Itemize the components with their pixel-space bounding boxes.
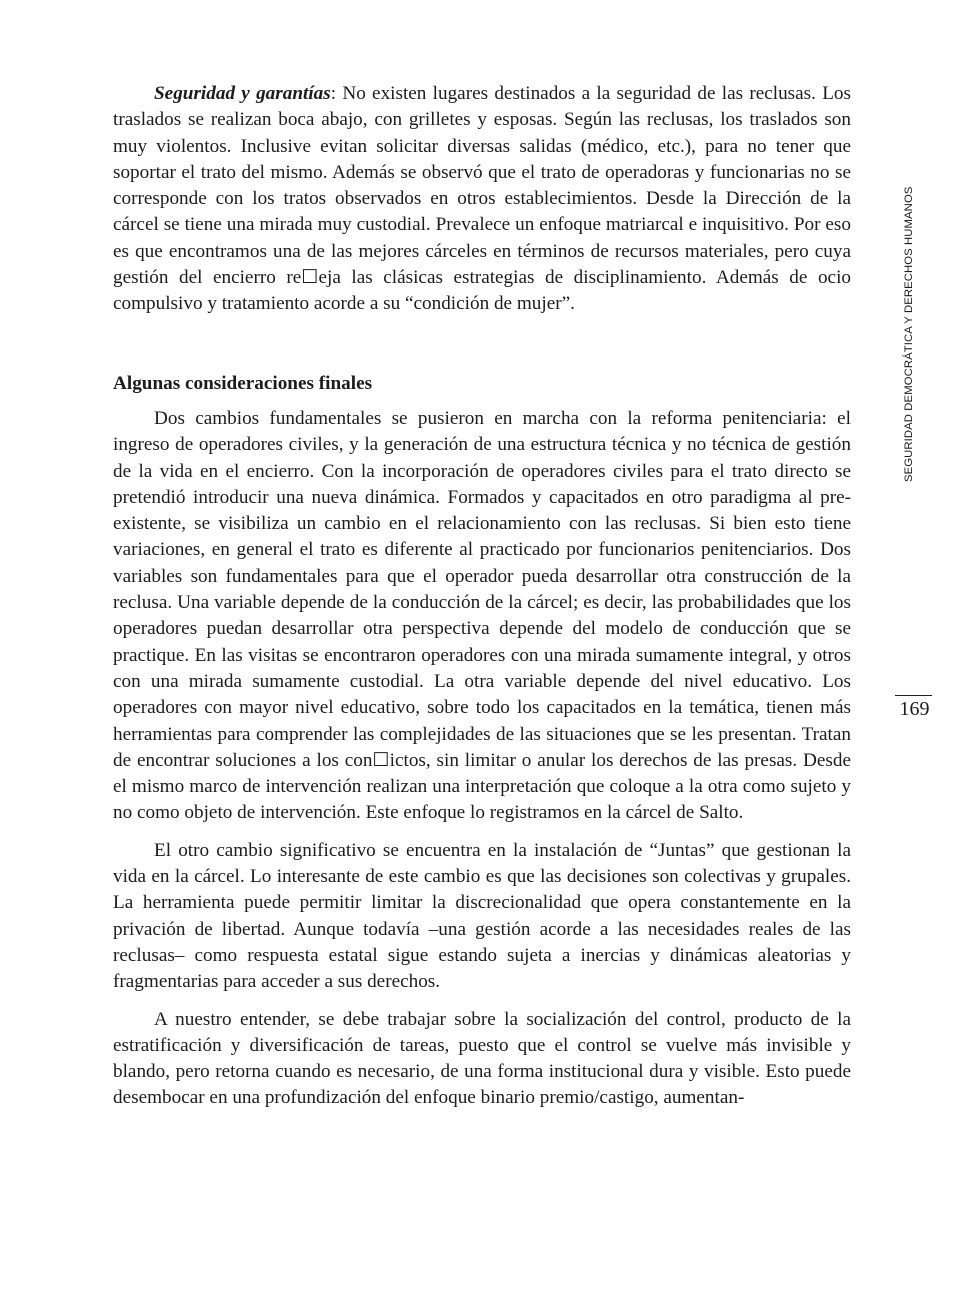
- page-number: 169: [899, 698, 930, 720]
- paragraph: El otro cambio significativo se encuentra en la instalación de “Juntas” que gestionan la vida en la cárcel. Lo interesante de este cambio es que las decisiones son colectivas y grupales. La herramienta puede permitir limitar la discrecionalidad que opera constantemente en la privación de libertad. Aunque todavía –una gestión acorde a las necesidades reales de las reclusas– como respuesta estatal sigue estando sujeta a inercias y dinámicas aleatorias y fragmentarias para acceder a sus derechos.: [113, 839, 851, 993]
- paragraph-seguridad-garantias: [113, 81, 851, 318]
- section-heading: Algunas consideraciones finales: [113, 373, 373, 394]
- paragraph: A nuestro entender, se debe trabajar sobre la socialización del control, producto de la estratificación y diversificación de tareas, puesto que el control se vuelve más invisible y blando, pero retorna cuando es necesario, de una forma institucional dura y visible. Esto puede desembocar en una profundización del enfoque binario premio/castigo, aumentan-: [113, 1008, 851, 1109]
- page-body: [113, 81, 851, 1109]
- run-in-heading: Seguridad y garantías: [154, 83, 331, 104]
- page-number-rule: [895, 695, 932, 696]
- running-header-vertical: SEGURIDAD DEMOCRÁTICA Y DERECHOS HUMANOS: [903, 186, 915, 482]
- paragraph-text: : No existen lugares destinados a la seguridad de las reclusas. Los traslados se realizan boca abajo, con grilletes y esposas. Según las reclusas, los traslados son muy violentos. Inclusive evitan solicitar diversas salidas (médico, etc.), para no tener que soportar el trato del mismo. Además se observó que el trato de operadoras y funcionarias no se corresponde con los tratos observados en otros establecimientos. Desde la Dirección de la cárcel se tiene una mirada muy custodial. Prevalece un enfoque matriarcal e inquisitivo. Por eso es que encontramos una de las mejores cárceles en términos de recursos materiales, pero cuya gestión del encierro re☐eja las clásicas estrategias de disciplinamiento. Además de ocio compulsivo y tratamiento acorde a su “condición de mujer”.: [113, 83, 851, 315]
- section-consideraciones-finales: [113, 406, 851, 1112]
- paragraph: Dos cambios fundamentales se pusieron en marcha con la reforma penitenciaria: el ingreso de operadores civiles, y la generación de una estructura técnica y no técnica de gestión de la vida en el encierro. Con la incorporación de operadores civiles para el trato directo se pretendió introducir una nueva dinámica. Formados y capacitados en otro paradigma al pre-existente, se visibiliza un cambio en el relacionamiento con las reclusas. Si bien esto tiene variaciones, en general el trato es diferente al practicado por funcionarios penitenciarios. Dos variables son fundamentales para que el operador pueda desarrollar otra construcción de la reclusa. Una variable depende de la conducción de la cárcel; es decir, las probabilidades que los operadores puedan desarrollar otra perspectiva depende del modelo de conducción que se practique. En las visitas se encontraron operadores con una mirada sumamente integral, y otros con una mirada sumamente custodial. La otra variable depende del nivel educativo. Los operadores con mayor nivel educativo, sobre todo los capacitados en la temática, tienen más herramientas para comprender las complejidades de las situaciones que se les presentan. Tratan de encontrar soluciones a los con☐ictos, sin limitar o anular los derechos de las presas. Desde el mismo marco de intervención realizan una interpretación que coloque a la otra como sujeto y no como objeto de intervención. Este enfoque lo registramos en la cárcel de Salto.: [113, 408, 851, 824]
